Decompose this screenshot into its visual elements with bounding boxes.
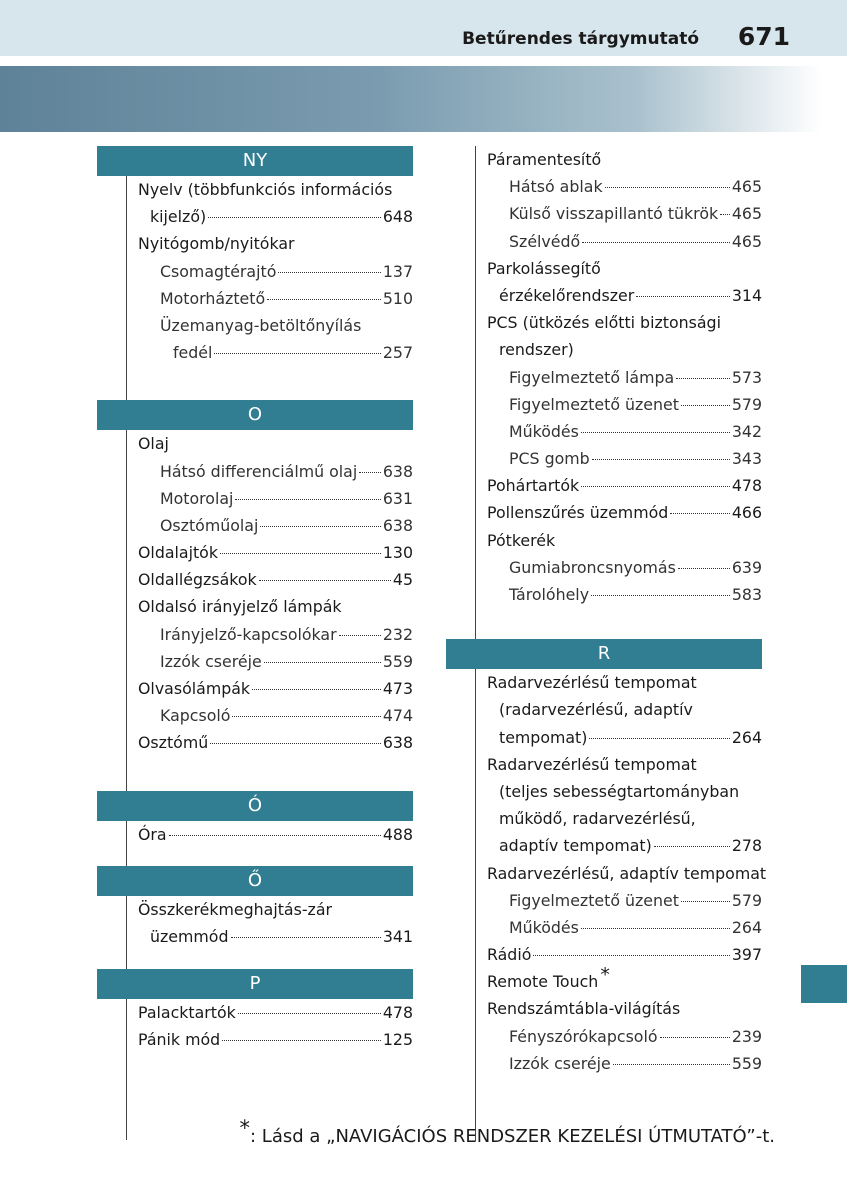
page-ref: 510: [382, 288, 413, 308]
asterisk-mark: *: [600, 964, 610, 987]
index-entry: Radarvezérlésű tempomat: [487, 673, 697, 693]
index-subentry: Hátsó differenciálmű olaj 638: [97, 458, 413, 485]
section-header-p: P: [97, 969, 413, 999]
index-entry: Pánik mód 125: [97, 1026, 413, 1053]
index-subentry: Izzók cseréje 559: [97, 648, 413, 675]
index-subentry: Fényszórókapcsoló 239: [446, 1023, 762, 1050]
index-subentry: Motorolaj 631: [97, 485, 413, 512]
page-ref: 478: [382, 1003, 413, 1023]
page-ref: 638: [382, 733, 413, 753]
index-entry: Óra 488: [97, 821, 413, 848]
index-entry: Olaj: [138, 434, 169, 454]
index-entry: Összkerékmeghajtás-zár: [138, 899, 332, 919]
page-ref: 478: [731, 476, 762, 496]
index-subentry: Külső visszapillantó tükrök 465: [446, 200, 762, 227]
index-entry: adaptív tempomat) 278: [446, 832, 762, 859]
page-ref: 264: [731, 727, 762, 747]
index-entry: rendszer): [499, 340, 574, 360]
page-number: 671: [737, 22, 790, 51]
page-ref: 579: [731, 394, 762, 414]
section-header-o-acute: Ó: [97, 791, 413, 821]
index-subentry: Működés 342: [446, 418, 762, 445]
index-entry: Páramentesítő: [487, 150, 602, 169]
index-entry: Remote Touch *: [487, 964, 610, 992]
index-entry: Radarvezérlésű, adaptív tempomat: [487, 863, 767, 883]
index-entry: Nyitógomb/nyitókar: [138, 234, 295, 254]
index-subentry: Izzók cseréje 559: [446, 1050, 762, 1077]
page-ref: 638: [382, 461, 413, 481]
page-ref: 465: [731, 231, 762, 251]
index-subentry: Figyelmeztető lámpa 573: [446, 364, 762, 391]
index-entry: Palacktartók 478: [97, 999, 413, 1026]
index-entry: Nyelv (többfunkciós információs: [138, 180, 393, 199]
index-subentry: Figyelmeztető üzenet 579: [446, 887, 762, 914]
page-ref: 488: [382, 824, 413, 844]
page-ref: 342: [731, 421, 762, 441]
page-ref: 125: [382, 1030, 413, 1050]
index-entry: (teljes sebességtartományban: [499, 781, 740, 801]
index-entry: Oldalsó irányjelző lámpák: [138, 597, 342, 617]
page-ref: 341: [382, 926, 413, 946]
page-ref: 648: [382, 207, 413, 227]
section-header-o-double-acute: Ő: [97, 866, 413, 896]
index-entry: tempomat) 264: [446, 724, 762, 751]
section-header-o: O: [97, 400, 413, 430]
page-ref: 264: [731, 917, 762, 937]
page-ref: 474: [382, 706, 413, 726]
index-subentry: Csomagtérajtó 137: [97, 258, 413, 285]
index-subentry: Osztóműolaj 638: [97, 512, 413, 539]
index-entry: Pohártartók 478: [446, 472, 762, 499]
index-entry: Pótkerék: [487, 530, 556, 550]
index-column-left: [97, 146, 413, 1054]
index-column-right: [446, 146, 767, 1077]
header-banner: [0, 66, 847, 132]
page-ref: 583: [731, 585, 762, 604]
index-entry: üzemmód 341: [97, 923, 413, 950]
index-subentry: fedél 257: [97, 339, 413, 366]
page-ref: 473: [382, 679, 413, 698]
page-ref: 239: [731, 1026, 762, 1046]
index-entry: Olvasólámpák 473: [97, 675, 413, 702]
page-ref: 130: [382, 543, 413, 563]
page-ref: 573: [731, 367, 762, 387]
index-subentry: Irányjelző-kapcsolókar 232: [97, 621, 413, 648]
footnote-asterisk: *: [239, 1116, 251, 1140]
index-subentry: PCS gomb 343: [446, 445, 762, 472]
index-entry: érzékelőrendszer 314: [446, 282, 762, 309]
section-header-ny: NY: [97, 146, 413, 176]
page-ref: 639: [731, 557, 762, 577]
footnote: *: Lásd a „NAVIGÁCIÓS RENDSZER KEZELÉSI ÚTMUTATÓ”-t.: [239, 1116, 775, 1147]
page-ref: 232: [382, 624, 413, 644]
header-bar: [0, 0, 847, 56]
page-ref: 45: [392, 570, 413, 590]
index-subentry: Működés 264: [446, 914, 762, 941]
page-ref: 559: [731, 1053, 762, 1073]
section-header-r: R: [446, 639, 762, 669]
page-ref: 314: [731, 285, 762, 305]
page-ref: 638: [382, 515, 413, 535]
page-ref: 278: [731, 836, 762, 856]
index-entry: (radarvezérlésű, adaptív: [499, 700, 693, 720]
page-ref: 559: [382, 651, 413, 671]
index-entry: Rádió 397: [446, 941, 762, 968]
index-subentry: Figyelmeztető üzenet 579: [446, 391, 762, 418]
index-entry: Pollenszűrés üzemmód 466: [446, 499, 762, 526]
index-subentry: Gumiabroncsnyomás 639: [446, 554, 762, 581]
page-ref: 343: [731, 449, 762, 469]
index-subentry: Szélvédő 465: [446, 228, 762, 255]
index-entry: működő, radarvezérlésű,: [499, 809, 696, 829]
index-entry: Rendszámtábla-világítás: [487, 999, 681, 1019]
page-ref: 465: [731, 204, 762, 224]
page-ref: 257: [382, 343, 413, 363]
index-entry: Osztómű 638: [97, 729, 413, 756]
index-entry: PCS (ütközés előtti biztonsági: [487, 313, 721, 333]
page-ref: 397: [731, 945, 762, 965]
page-ref: 631: [382, 488, 413, 508]
page-ref: 137: [382, 261, 413, 281]
index-subentry: Üzemanyag-betöltőnyílás: [160, 315, 362, 335]
index-subentry: Motorháztető 510: [97, 285, 413, 312]
page-ref: 466: [731, 503, 762, 523]
header-title: Betűrendes tárgymutató: [462, 29, 699, 49]
chapter-tab: [801, 965, 847, 1003]
index-subentry: Tárolóhely 583: [446, 581, 762, 608]
index-entry: Radarvezérlésű tempomat: [487, 754, 697, 774]
index-entry: Parkolássegítő: [487, 258, 601, 278]
index-subentry: Hátsó ablak 465: [446, 173, 762, 200]
index-entry: kijelző) 648: [97, 203, 413, 230]
index-entry: Oldalajtók 130: [97, 539, 413, 566]
page-ref: 579: [731, 890, 762, 910]
index-subentry: Kapcsoló 474: [97, 702, 413, 729]
page-ref: 465: [731, 177, 762, 197]
index-entry: Oldallégzsákok 45: [97, 566, 413, 593]
